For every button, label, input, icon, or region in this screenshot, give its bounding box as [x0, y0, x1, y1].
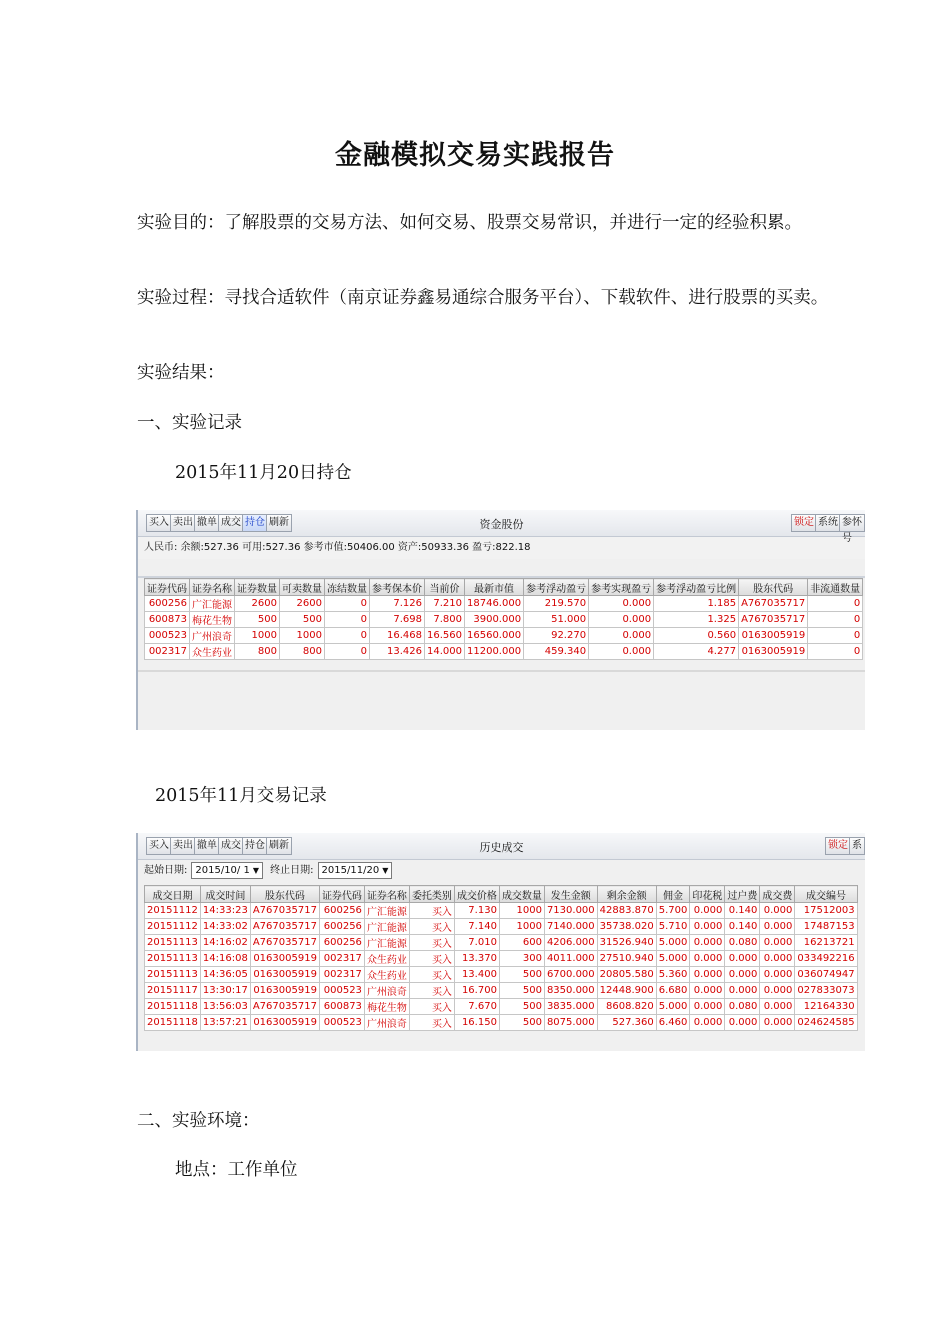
table-cell: A767035717	[250, 903, 319, 919]
table-cell: 033492216	[795, 951, 857, 967]
table-cell: 买入	[409, 983, 454, 999]
holdings-toolbar	[138, 510, 865, 544]
column-header[interactable]: 印花税	[690, 886, 725, 903]
column-header[interactable]: 发生金额	[544, 886, 597, 903]
table-cell: 7.130	[454, 903, 499, 919]
table-cell: 7.210	[425, 596, 465, 612]
table-cell: A767035717	[250, 999, 319, 1015]
table-cell: 广汇能源	[364, 919, 409, 935]
table-cell: 0.000	[725, 951, 760, 967]
column-header[interactable]: 证券名称	[190, 579, 235, 596]
table-cell: 0	[808, 612, 863, 628]
table-cell: 众生药业	[364, 951, 409, 967]
table-cell: 600256	[145, 596, 190, 612]
table-cell: 0.000	[690, 967, 725, 983]
table-cell: 0163005919	[739, 644, 808, 660]
table-cell: 0.560	[654, 628, 739, 644]
table-row[interactable]	[145, 1015, 858, 1031]
table-cell: 5.700	[656, 903, 690, 919]
more-button[interactable]: 参怀号	[839, 514, 865, 532]
table-cell: 14:36:05	[200, 967, 250, 983]
table-cell: 219.570	[524, 596, 589, 612]
table-cell: 众生药业	[190, 644, 235, 660]
column-header[interactable]: 剩余金额	[597, 886, 656, 903]
table-cell: 300	[499, 951, 544, 967]
table-cell: 14:16:02	[200, 935, 250, 951]
table-cell: 0.000	[760, 919, 795, 935]
table-cell: 92.270	[524, 628, 589, 644]
document-title: 金融模拟交易实践报告	[335, 140, 615, 171]
table-cell: 0.000	[760, 903, 795, 919]
table-cell: 买入	[409, 999, 454, 1015]
table-row[interactable]	[145, 628, 863, 644]
table-cell: 0.000	[690, 999, 725, 1015]
table-cell: 51.000	[524, 612, 589, 628]
table-cell: 0.140	[725, 903, 760, 919]
buy-button[interactable]: 买入	[146, 837, 172, 855]
table-cell: 027833073	[795, 983, 857, 999]
table-cell: 3900.000	[465, 612, 524, 628]
table-cell: 002317	[319, 967, 364, 983]
positions-button[interactable]: 持仓	[242, 837, 268, 855]
table-cell: 11200.000	[465, 644, 524, 660]
table-cell: 广汇能源	[190, 596, 235, 612]
table-cell: 0.000	[690, 1015, 725, 1031]
table-cell: 16.468	[370, 628, 425, 644]
table-cell: 0	[808, 628, 863, 644]
trade-history-screenshot	[136, 833, 865, 1051]
table-cell: 0	[325, 644, 370, 660]
table-cell: 600256	[319, 903, 364, 919]
end-date-value: 2015/11/20	[321, 864, 380, 876]
start-date-select[interactable]	[191, 862, 263, 879]
table-cell: 广州浪奇	[190, 628, 235, 644]
table-cell: 0	[325, 628, 370, 644]
cancel-order-button[interactable]: 撤单	[194, 514, 220, 532]
table-cell: 13.370	[454, 951, 499, 967]
table-cell: 0.000	[760, 999, 795, 1015]
table-cell: 0.000	[690, 935, 725, 951]
table-cell: 1000	[280, 628, 325, 644]
trade-panel-title: 历史成交	[479, 841, 524, 854]
table-cell: 13:57:21	[200, 1015, 250, 1031]
table-cell: A767035717	[739, 596, 808, 612]
table-row[interactable]	[145, 612, 863, 628]
table-cell: 27510.940	[597, 951, 656, 967]
table-cell: 8350.000	[544, 983, 597, 999]
table-cell: 12164330	[795, 999, 857, 1015]
table-cell: 7.010	[454, 935, 499, 951]
column-header[interactable]: 最新市值	[465, 579, 524, 596]
table-cell: 42883.870	[597, 903, 656, 919]
table-cell: 16560.000	[465, 628, 524, 644]
table-cell: A767035717	[739, 612, 808, 628]
table-cell: 买入	[409, 951, 454, 967]
table-cell: 20151118	[145, 999, 201, 1015]
table-cell: 500	[499, 1015, 544, 1031]
system-button[interactable]: 系	[849, 837, 865, 855]
table-cell: 0.000	[589, 612, 654, 628]
column-header[interactable]: 非流通数量	[808, 579, 863, 596]
table-cell: 14:33:23	[200, 903, 250, 919]
table-cell: 6700.000	[544, 967, 597, 983]
table-cell: 0.000	[690, 951, 725, 967]
table-cell: 2600	[235, 596, 280, 612]
location-line: 地点：工作单位	[175, 1160, 298, 1180]
table-cell: 众生药业	[364, 967, 409, 983]
table-cell: 20151113	[145, 967, 201, 983]
start-date-value: 2015/10/ 1	[195, 864, 250, 876]
end-date-select[interactable]	[318, 862, 393, 879]
table-cell: 5.710	[656, 919, 690, 935]
table-cell: 17487153	[795, 919, 857, 935]
table-cell: 4.277	[654, 644, 739, 660]
end-date-label: 终止日期:	[270, 865, 314, 876]
table-cell: 7.698	[370, 612, 425, 628]
table-cell: 459.340	[524, 644, 589, 660]
table-cell: 002317	[319, 951, 364, 967]
table-cell: 20151113	[145, 951, 201, 967]
table-cell: 0.080	[725, 935, 760, 951]
table-cell: 买入	[409, 935, 454, 951]
table-cell: 35738.020	[597, 919, 656, 935]
section-2-heading: 二、实验环境：	[137, 1111, 260, 1131]
refresh-button[interactable]: 刷新	[266, 514, 292, 532]
table-cell: 0163005919	[250, 983, 319, 999]
process-paragraph: 实验过程：寻找合适软件（南京证券鑫易通综合服务平台）、下载软件、进行股票的买卖。	[137, 288, 829, 308]
table-cell: 16.150	[454, 1015, 499, 1031]
table-cell: 买入	[409, 967, 454, 983]
table-cell: 0163005919	[250, 1015, 319, 1031]
table-row[interactable]	[145, 903, 858, 919]
table-cell: 广汇能源	[364, 935, 409, 951]
table-row[interactable]	[145, 951, 858, 967]
table-cell: 梅花生物	[364, 999, 409, 1015]
table-cell: 买入	[409, 903, 454, 919]
table-cell: 600873	[319, 999, 364, 1015]
date-filter-bar	[138, 860, 865, 882]
table-cell: 800	[235, 644, 280, 660]
table-cell: 1000	[499, 903, 544, 919]
holding-caption: 2015年11月20日持仓	[175, 463, 352, 483]
system-button[interactable]: 系统	[815, 514, 841, 532]
table-cell: 800	[280, 644, 325, 660]
column-header[interactable]: 参考实现盈亏	[589, 579, 654, 596]
table-cell: 600256	[319, 919, 364, 935]
table-cell: 16.700	[454, 983, 499, 999]
table-cell: 000523	[319, 1015, 364, 1031]
lock-button[interactable]: 锁定	[791, 514, 817, 532]
table-cell: 20151112	[145, 919, 201, 935]
table-cell: 4011.000	[544, 951, 597, 967]
chevron-down-icon: ▼	[252, 865, 259, 875]
table-cell: 广汇能源	[364, 903, 409, 919]
table-cell: 4206.000	[544, 935, 597, 951]
table-cell: 0.000	[760, 935, 795, 951]
column-header[interactable]: 过户费	[725, 886, 760, 903]
table-cell: 14.000	[425, 644, 465, 660]
column-header[interactable]: 参考浮动盈亏比例	[654, 579, 739, 596]
table-cell: 20151117	[145, 983, 201, 999]
table-cell: 0.000	[589, 596, 654, 612]
table-cell: 0.080	[725, 999, 760, 1015]
column-header[interactable]: 成交日期	[145, 886, 201, 903]
deals-button[interactable]: 成交	[218, 514, 244, 532]
table-cell: 0.000	[760, 951, 795, 967]
table-cell: 0	[808, 596, 863, 612]
table-row[interactable]	[145, 935, 858, 951]
table-cell: 7.126	[370, 596, 425, 612]
table-cell: 13:56:03	[200, 999, 250, 1015]
table-cell: 8075.000	[544, 1015, 597, 1031]
column-header[interactable]: 参考浮动盈亏	[524, 579, 589, 596]
table-cell: 买入	[409, 1015, 454, 1031]
holdings-panel-title: 资金股份	[479, 518, 524, 531]
table-cell: 14:16:08	[200, 951, 250, 967]
column-header[interactable]: 股东代码	[250, 886, 319, 903]
table-cell: 000523	[145, 628, 190, 644]
table-cell: 13:30:17	[200, 983, 250, 999]
table-cell: 600873	[145, 612, 190, 628]
table-row[interactable]	[145, 596, 863, 612]
column-header[interactable]: 成交编号	[795, 886, 857, 903]
column-header[interactable]: 证券数量	[235, 579, 280, 596]
account-summary: 人民币: 余额:527.36 可用:527.36 参考市值:50406.00 资产:50933.36 盈亏:822.18	[138, 537, 865, 559]
table-cell: 0.000	[760, 967, 795, 983]
table-cell: 1.185	[654, 596, 739, 612]
table-cell: A767035717	[250, 935, 319, 951]
holdings-screenshot	[136, 510, 865, 730]
section-1-heading: 一、实验记录	[137, 413, 242, 433]
table-cell: 0163005919	[250, 951, 319, 967]
table-cell: 16.560	[425, 628, 465, 644]
table-cell: 梅花生物	[190, 612, 235, 628]
table-cell: 036074947	[795, 967, 857, 983]
table-cell: 广州浪奇	[364, 1015, 409, 1031]
table-cell: 16213721	[795, 935, 857, 951]
holdings-table	[144, 578, 863, 660]
table-cell: 5.360	[656, 967, 690, 983]
table-cell: 20805.580	[597, 967, 656, 983]
table-cell: 0.000	[725, 1015, 760, 1031]
column-header[interactable]: 证券代码	[145, 579, 190, 596]
sell-button[interactable]: 卖出	[170, 514, 196, 532]
positions-button[interactable]: 持仓	[242, 514, 268, 532]
table-cell: 5.000	[656, 951, 690, 967]
table-cell: 500	[499, 983, 544, 999]
table-row[interactable]	[145, 644, 863, 660]
table-cell: 500	[499, 967, 544, 983]
table-cell: 0	[325, 612, 370, 628]
purpose-paragraph: 实验目的：了解股票的交易方法、如何交易、股票交易常识，并进行一定的经验积累。	[137, 213, 802, 233]
table-cell: 13.400	[454, 967, 499, 983]
cancel-order-button[interactable]: 撤单	[194, 837, 220, 855]
table-cell: 买入	[409, 919, 454, 935]
table-cell: A767035717	[250, 919, 319, 935]
table-cell: 0163005919	[739, 628, 808, 644]
column-header[interactable]: 可卖数量	[280, 579, 325, 596]
table-cell: 8608.820	[597, 999, 656, 1015]
column-header[interactable]: 当前价	[425, 579, 465, 596]
column-header[interactable]: 参考保本价	[370, 579, 425, 596]
table-cell: 1000	[235, 628, 280, 644]
table-cell: 7.670	[454, 999, 499, 1015]
table-cell: 500	[235, 612, 280, 628]
table-cell: 17512003	[795, 903, 857, 919]
table-cell: 7130.000	[544, 903, 597, 919]
table-cell: 0.000	[760, 1015, 795, 1031]
table-row[interactable]	[145, 983, 858, 999]
column-header[interactable]: 佣金	[656, 886, 690, 903]
result-label: 实验结果：	[137, 363, 225, 383]
table-cell: 12448.900	[597, 983, 656, 999]
table-cell: 0.000	[725, 967, 760, 983]
table-cell: 0.000	[760, 983, 795, 999]
table-cell: 1000	[499, 919, 544, 935]
table-cell: 500	[280, 612, 325, 628]
column-header[interactable]: 成交数量	[499, 886, 544, 903]
table-cell: 0.000	[690, 919, 725, 935]
table-cell: 0.000	[589, 628, 654, 644]
table-cell: 13.426	[370, 644, 425, 660]
table-cell: 024624585	[795, 1015, 857, 1031]
buy-button[interactable]: 买入	[146, 514, 172, 532]
column-header[interactable]: 冻结数量	[325, 579, 370, 596]
table-cell: 5.000	[656, 935, 690, 951]
column-header[interactable]: 成交价格	[454, 886, 499, 903]
table-cell: 500	[499, 999, 544, 1015]
column-header[interactable]: 股东代码	[739, 579, 808, 596]
table-cell: 000523	[319, 983, 364, 999]
table-cell: 7140.000	[544, 919, 597, 935]
column-header[interactable]: 证券名称	[364, 886, 409, 903]
table-cell: 0.000	[690, 983, 725, 999]
table-cell: 18746.000	[465, 596, 524, 612]
start-date-label: 起始日期:	[144, 865, 188, 876]
deals-button[interactable]: 成交	[218, 837, 244, 855]
table-cell: 31526.940	[597, 935, 656, 951]
sell-button[interactable]: 卖出	[170, 837, 196, 855]
lock-button[interactable]: 锁定	[825, 837, 851, 855]
trade-caption: 2015年11月交易记录	[155, 786, 327, 806]
table-cell: 0.000	[690, 903, 725, 919]
table-cell: 7.800	[425, 612, 465, 628]
table-cell: 600256	[319, 935, 364, 951]
table-row[interactable]	[145, 967, 858, 983]
table-cell: 5.000	[656, 999, 690, 1015]
table-cell: 2600	[280, 596, 325, 612]
refresh-button[interactable]: 刷新	[266, 837, 292, 855]
table-row[interactable]	[145, 919, 858, 935]
column-header[interactable]: 成交时间	[200, 886, 250, 903]
table-cell: 广州浪奇	[364, 983, 409, 999]
column-header[interactable]: 委托类别	[409, 886, 454, 903]
table-cell: 6.680	[656, 983, 690, 999]
table-cell: 0	[808, 644, 863, 660]
table-cell: 20151112	[145, 903, 201, 919]
trade-history-table	[144, 885, 858, 1031]
table-cell: 20151113	[145, 935, 201, 951]
table-cell: 0.140	[725, 919, 760, 935]
table-cell: 002317	[145, 644, 190, 660]
table-cell: 0	[325, 596, 370, 612]
table-cell: 0.000	[589, 644, 654, 660]
table-cell: 7.140	[454, 919, 499, 935]
trade-toolbar	[138, 833, 865, 860]
table-cell: 1.325	[654, 612, 739, 628]
table-row[interactable]	[145, 999, 858, 1015]
table-cell: 3835.000	[544, 999, 597, 1015]
table-cell: 6.460	[656, 1015, 690, 1031]
column-header[interactable]: 证券代码	[319, 886, 364, 903]
table-cell: 0.000	[725, 983, 760, 999]
table-cell: 0163005919	[250, 967, 319, 983]
table-cell: 527.360	[597, 1015, 656, 1031]
table-cell: 20151118	[145, 1015, 201, 1031]
column-header[interactable]: 成交费	[760, 886, 795, 903]
chevron-down-icon: ▼	[382, 865, 389, 875]
table-cell: 14:33:02	[200, 919, 250, 935]
table-cell: 600	[499, 935, 544, 951]
